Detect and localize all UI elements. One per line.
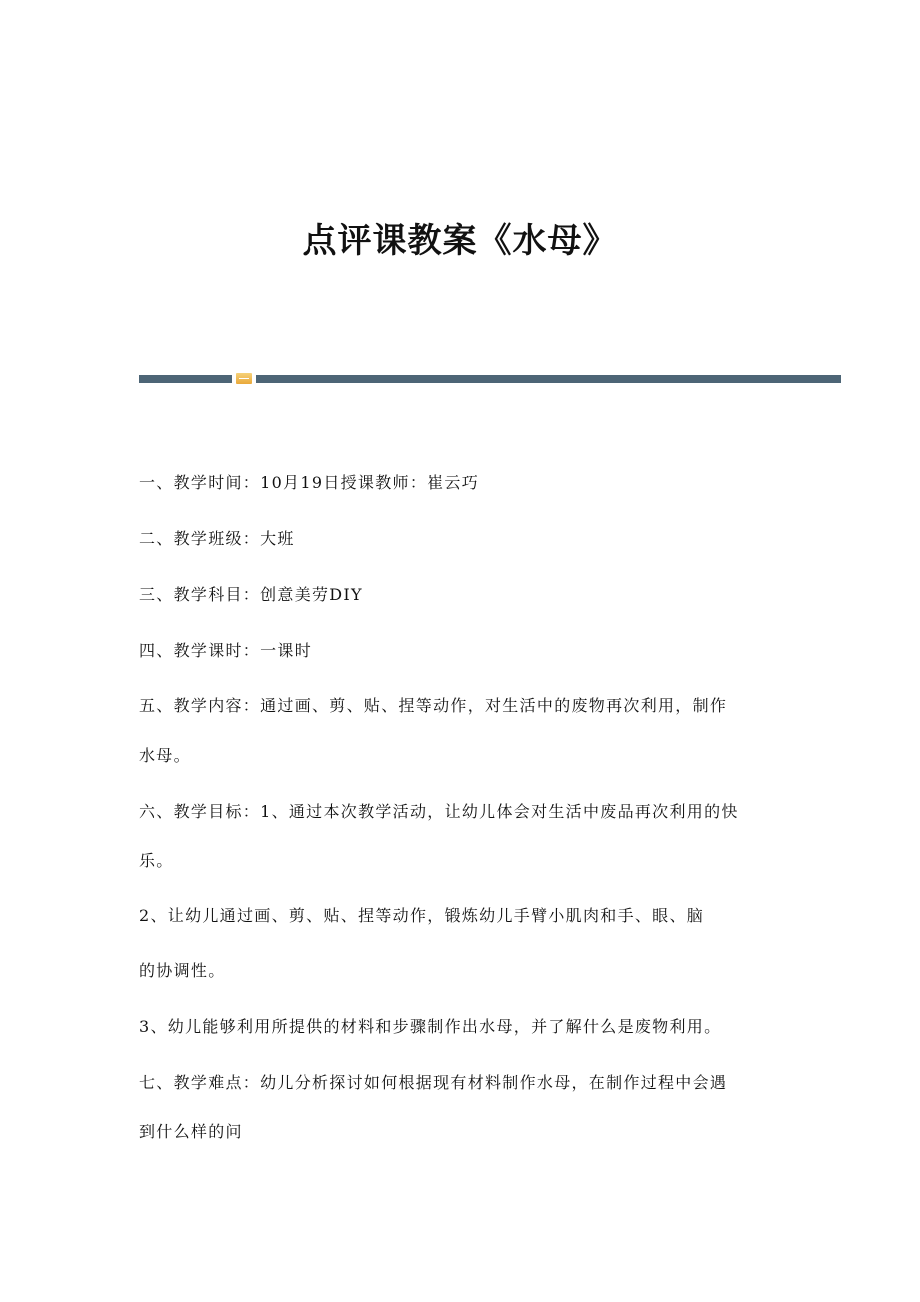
- item-teaching-hours: 四、教学课时：一课时: [139, 641, 313, 660]
- item-teaching-goal-cont: 乐。: [139, 851, 174, 870]
- divider-right-bar: [256, 375, 841, 383]
- item-goal-2-cont: 的协调性。: [139, 961, 226, 980]
- item-teaching-goal: 六、教学目标：1、通过本次教学活动，让幼儿体会对生活中废品再次利用的快: [139, 802, 739, 821]
- item-teaching-time: 一、教学时间：10月19日授课教师：崔云巧: [139, 473, 480, 492]
- item-goal-3: 3、幼儿能够利用所提供的材料和步骤制作出水母，并了解什么是废物利用。: [139, 1017, 722, 1036]
- item-teaching-subject: 三、教学科目：创意美劳DIY: [139, 585, 363, 604]
- item-teaching-class: 二、教学班级：大班: [139, 529, 295, 548]
- divider-left-bar: [139, 375, 232, 383]
- item-teaching-content-cont: 水母。: [139, 746, 191, 765]
- divider-ornament-icon: [236, 373, 252, 384]
- document-title: 点评课教案《水母》: [302, 221, 618, 261]
- item-teaching-difficulty-cont: 到什么样的问: [139, 1122, 243, 1141]
- item-goal-2: 2、让幼儿通过画、剪、贴、捏等动作，锻炼幼儿手臂小肌肉和手、眼、脑: [139, 906, 705, 925]
- item-teaching-content: 五、教学内容：通过画、剪、贴、捏等动作，对生活中的废物再次利用，制作: [139, 696, 728, 715]
- item-teaching-difficulty: 七、教学难点：幼儿分析探讨如何根据现有材料制作水母，在制作过程中会遇: [139, 1073, 728, 1092]
